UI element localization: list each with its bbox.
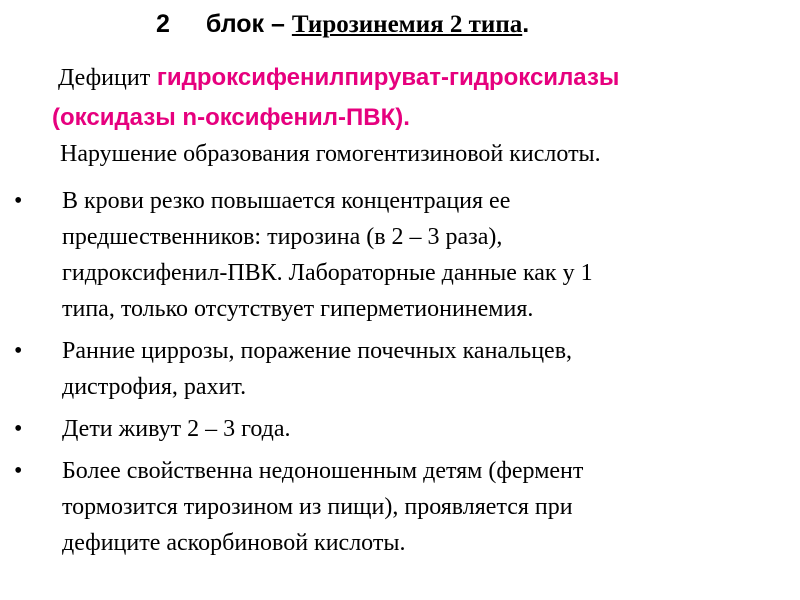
- bullet-list: [0, 183, 800, 567]
- bullet-item: [0, 183, 800, 327]
- bullet-text: [62, 453, 782, 561]
- deficit-statement: [52, 58, 772, 138]
- bullet-item: [0, 453, 800, 561]
- violation-statement: Нарушение образования гомогентизиновой кислоты.: [60, 141, 601, 167]
- bullet-line: Дети живут 2 – 3 года.: [62, 416, 291, 442]
- bullet-item: [0, 411, 800, 447]
- bullet-text: [62, 411, 782, 447]
- enzyme-alt-name: (оксидазы n-оксифенил-ПВК).: [52, 104, 410, 131]
- bullet-line: предшественников: тирозина (в 2 – 3 раза),: [62, 224, 503, 250]
- deficit-line-1: [52, 58, 772, 98]
- enzyme-name: гидроксифенилпируват-гидроксилазы: [156, 64, 620, 91]
- bullet-marker: •: [14, 416, 23, 442]
- bullet-line: тормозится тирозином из пищи), проявляется при: [62, 494, 573, 520]
- bullet-text: [62, 333, 782, 405]
- bullet-line: типа, только отсутствует гиперметионинемия.: [62, 296, 534, 322]
- bullet-item: [0, 333, 800, 405]
- bullet-marker: •: [14, 338, 23, 364]
- deficit-line-2: [52, 98, 772, 138]
- title-subtitle: Тирозинемия 2 типа: [291, 11, 523, 38]
- deficit-label: Дефицит: [58, 65, 151, 91]
- slide-title: [156, 10, 529, 39]
- bullet-text: [62, 183, 782, 327]
- bullet-line: дистрофия, рахит.: [62, 374, 247, 400]
- bullet-marker: •: [14, 188, 23, 214]
- bullet-line: В крови резко повышается концентрация ее: [62, 188, 511, 214]
- bullet-marker: •: [14, 458, 23, 484]
- bullet-line: Более свойственна недоношенным детям (фермент: [62, 458, 584, 484]
- bullet-line: дефиците аскорбиновой кислоты.: [62, 530, 406, 556]
- bullet-line: гидроксифенил-ПВК. Лабораторные данные как у 1: [62, 260, 593, 286]
- bullet-line: Ранние циррозы, поражение почечных канальцев,: [62, 338, 573, 364]
- block-prefix: блок –: [205, 10, 285, 38]
- block-number: 2: [156, 10, 170, 38]
- title-suffix: .: [522, 10, 530, 38]
